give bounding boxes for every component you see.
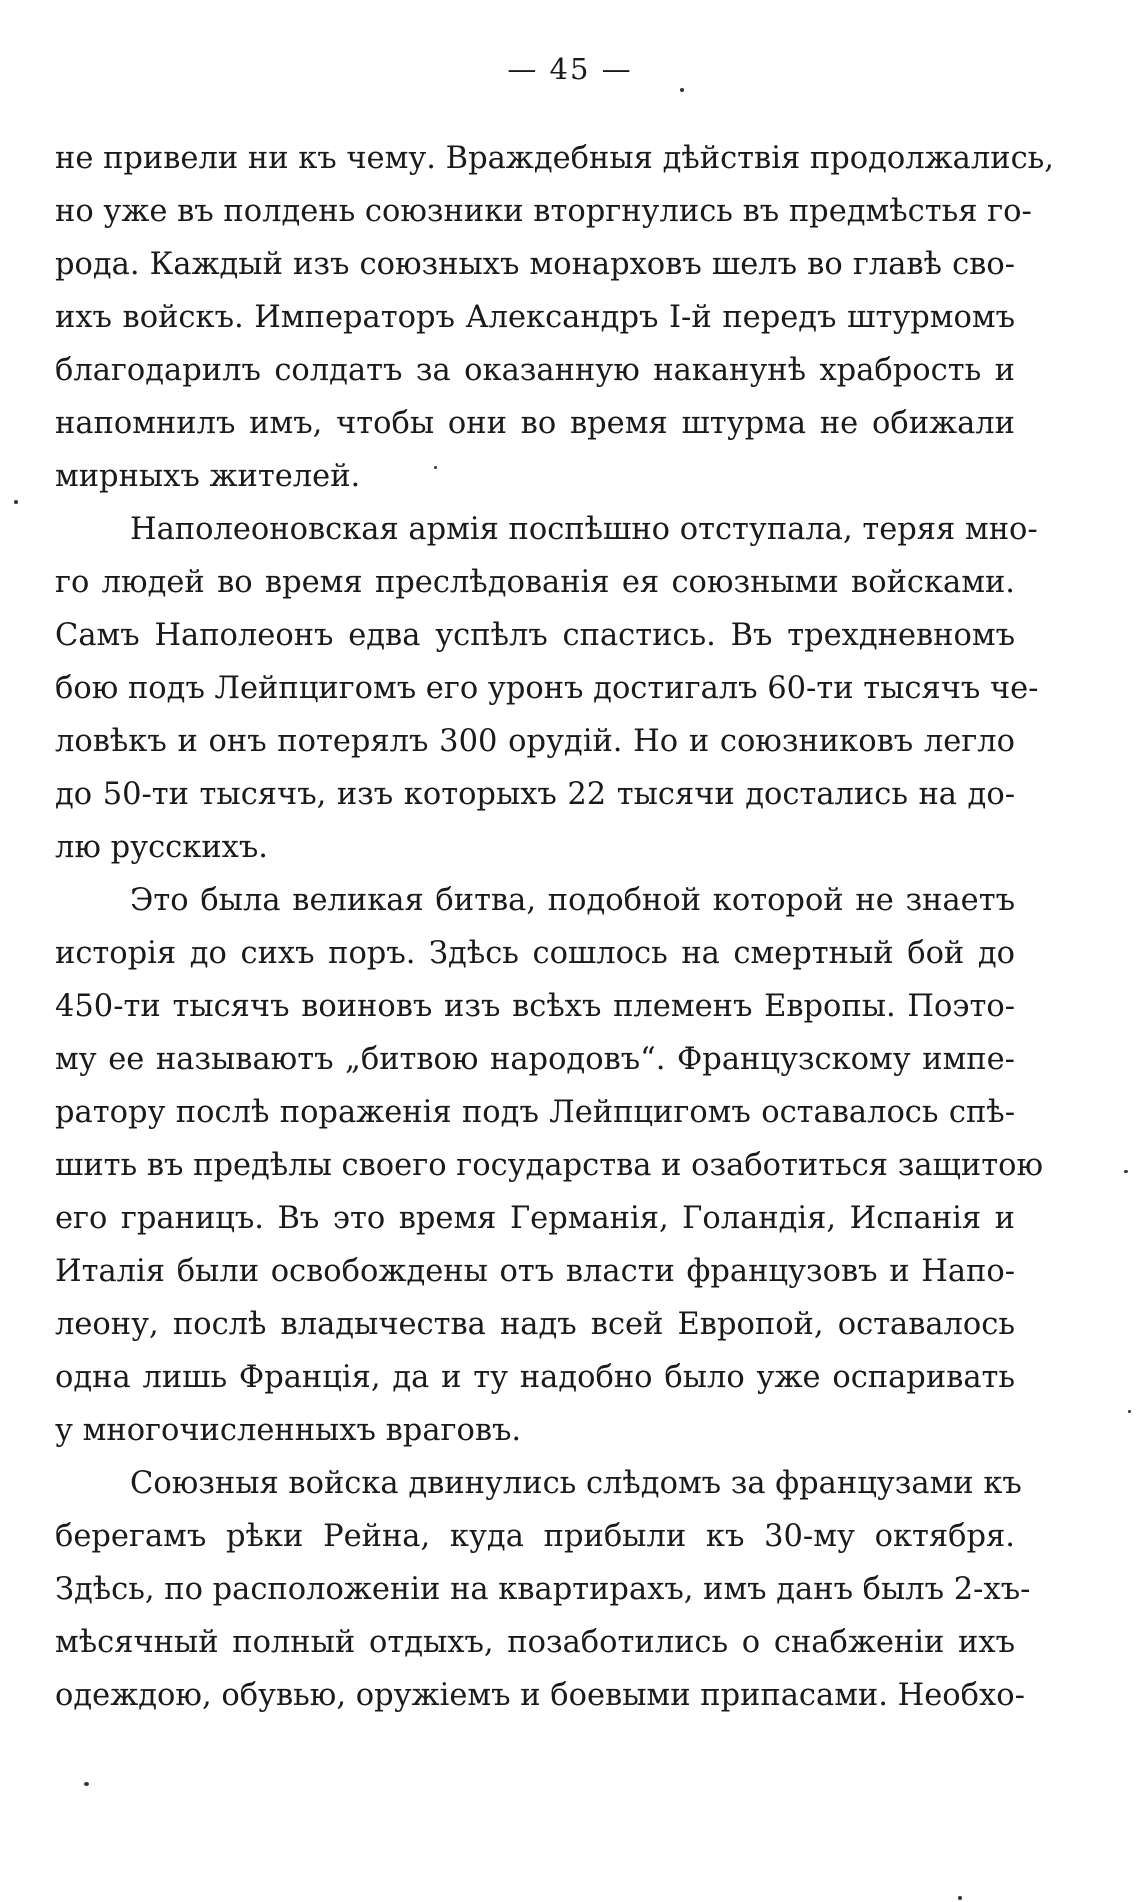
text-line: 450-ти тысячъ воиновъ изъ всѣхъ племенъ Европы. Поэто-: [55, 989, 1015, 1024]
text-line: Наполеоновская армія поспѣшно отступала, теряя мно-: [130, 512, 1038, 547]
text-line: Самъ Наполеонъ едва успѣлъ спастись. Въ трехдневномъ: [55, 618, 1015, 653]
text-line: берегамъ рѣки Рейна, куда прибыли къ 30-му октября.: [55, 1519, 1015, 1554]
text-line: рода. Каждый изъ союзныхъ монарховъ шелъ во главѣ сво-: [55, 247, 1015, 282]
text-line: одна лишь Франція, да и ту надобно было уже оспаривать: [55, 1360, 1015, 1395]
text-line: го людей во время преслѣдованія ея союзными войсками.: [55, 565, 1015, 600]
text-line: исторія до сихъ поръ. Здѣсь сошлось на смертный бой до: [55, 936, 1015, 971]
scan-speck: [958, 1896, 962, 1900]
paragraph-2: [55, 503, 1039, 874]
text-line: лю русскихъ.: [55, 830, 268, 865]
text-line: шить въ предѣлы своего государства и озаботиться защитою: [55, 1148, 1044, 1183]
scan-speck: [14, 500, 18, 504]
scan-speck: [434, 466, 437, 469]
text-line: ихъ войскъ. Императоръ Александръ I-й передъ штурмомъ: [55, 300, 1015, 335]
text-line: одеждою, обувью, оружіемъ и боевыми припасами. Необхо-: [55, 1678, 1025, 1713]
text-line: напомнилъ имъ, чтобы они во время штурма не обижали: [55, 406, 1015, 441]
scan-speck: [1124, 1170, 1128, 1173]
body-text: [55, 132, 1054, 1722]
page-number: — 45 —: [507, 52, 633, 86]
text-line: Это была великая битва, подобной которой не знаетъ: [130, 883, 1015, 918]
text-line: Италія были освобождены отъ власти французовъ и Напо-: [55, 1254, 1015, 1289]
text-line: му ее называютъ „битвою народовъ“. Французскому импе-: [55, 1042, 1015, 1077]
scan-speck: [1128, 1410, 1131, 1413]
scan-speck: [680, 88, 684, 92]
text-line: благодарилъ солдатъ за оказанную наканунѣ храбрость и: [55, 353, 1015, 388]
text-line: его границъ. Въ это время Германія, Голандія, Испанія и: [55, 1201, 1015, 1236]
text-line: Здѣсь, по расположеніи на квартирахъ, имъ данъ былъ 2-хъ-: [55, 1572, 1031, 1607]
text-line: бою подъ Лейпцигомъ его уронъ достигалъ 60-ти тысячъ че-: [55, 671, 1039, 706]
text-line: ратору послѣ пораженія подъ Лейпцигомъ оставалось спѣ-: [55, 1095, 1015, 1130]
paragraph-1: [55, 132, 1054, 503]
text-line: Союзныя войска двинулись слѣдомъ за французами къ: [130, 1466, 1022, 1501]
text-line: не привели ни къ чему. Враждебныя дѣйствія продолжались,: [55, 141, 1054, 176]
text-line: мѣсячный полный отдыхъ, позаботились о снабженіи ихъ: [55, 1625, 1015, 1660]
text-line: ловѣкъ и онъ потерялъ 300 орудій. Но и союзниковъ легло: [55, 724, 1015, 759]
text-line: мирныхъ жителей.: [55, 459, 361, 494]
text-line: но уже въ полдень союзники вторгнулись въ предмѣстья го-: [55, 194, 1032, 229]
paragraph-3: [55, 874, 1044, 1457]
scan-speck: [84, 1782, 89, 1786]
text-line: у многочисленныхъ враговъ.: [55, 1413, 522, 1448]
paragraph-4: [55, 1457, 1031, 1722]
text-line: до 50-ти тысячъ, изъ которыхъ 22 тысячи достались на до-: [55, 777, 1015, 812]
text-line: леону, послѣ владычества надъ всей Европой, оставалось: [55, 1307, 1015, 1342]
